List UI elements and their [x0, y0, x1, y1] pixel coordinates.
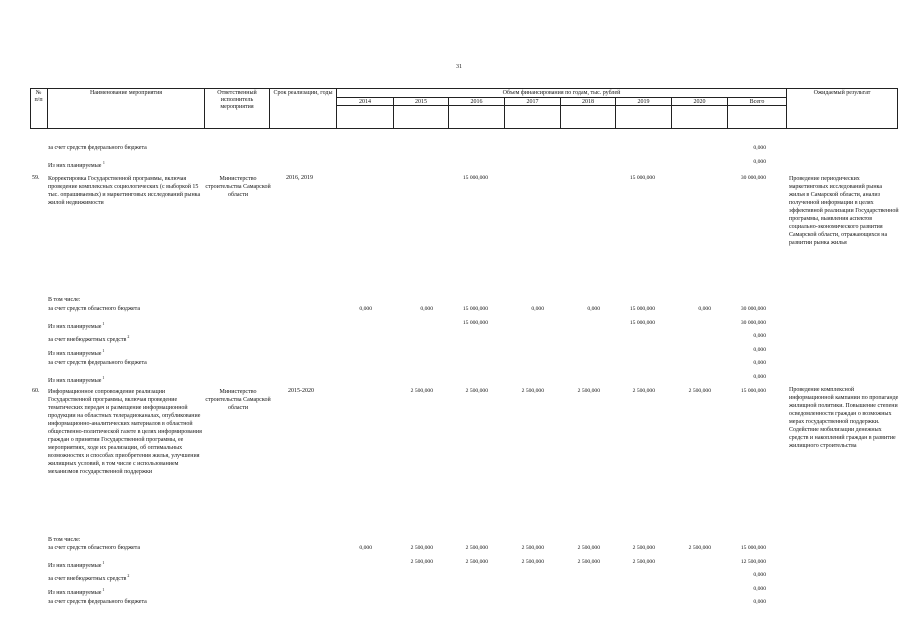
item59-value-2020: 0,000 — [698, 306, 711, 312]
funding-row-label: Из них планируемые $^1$ — [48, 586, 105, 596]
row-total: 0,000 — [753, 145, 766, 151]
item-result: Проведение периодических маркетинговых исследований рынка жилья в Самарской области, анализ полученной информации в целях эффективной реализации Государственной программы, выявления аспектов социально-экономического развития Самарской области, отражающихся на развитии рынка жилья — [789, 176, 899, 246]
item59-value-total: 0,000 — [753, 333, 766, 340]
header-no: № п/п — [34, 90, 43, 103]
item60-value-total: 15 000,000 — [740, 388, 766, 394]
year-2015: 2015 — [415, 99, 427, 105]
item-result: Проведение комплексной информационной кампании по пропаганде жилищной политики. Повышение степени осведомленности граждан о возможных мерах государственной поддержки. Содействие мобилизации денежных средств и накоплений граждан в развитие жилищного строительства — [789, 387, 899, 449]
item59-value-total: 0,000 — [753, 346, 766, 353]
item59-value-total: 0,000 — [753, 360, 766, 367]
year-2020: 2020 — [693, 99, 706, 105]
item60-value-total: 0,000 — [753, 572, 766, 579]
funding-row-label: за счет средств областного бюджета — [48, 306, 141, 312]
item60-value-2020: 2 500,000 — [688, 545, 711, 551]
item60-value-2017: 2 500,000 — [521, 558, 544, 565]
item59-value-total: 0,000 — [753, 374, 766, 380]
item60-value-2019: 2 500,000 — [632, 558, 655, 565]
funding-row-label: Из них планируемые $^1$ — [48, 559, 105, 569]
funding-row-label: Из них планируемые $^1$ — [48, 375, 105, 384]
item60-value-2014: 0,000 — [359, 545, 372, 551]
header-result: Ожидаемый результат — [813, 90, 871, 96]
funding-row-label: Из них планируемые $^1$ — [48, 320, 105, 330]
header-responsible: Ответственный исполнитель мероприятия — [217, 90, 257, 110]
item60-value-2020: 2 500,000 — [688, 388, 711, 394]
item60-value-total: 15 000,000 — [740, 545, 766, 551]
item59-value-2014: 0,000 — [359, 306, 372, 312]
header-period: Срок реализации, годы — [273, 90, 333, 96]
funding-row-label: Из них планируемые $^1$ — [48, 347, 105, 357]
item60-value-2016: 2 500,000 — [465, 545, 488, 551]
item-period: 2015-2020 — [288, 388, 314, 394]
item-responsible: Министерство строительства Самарской области — [205, 389, 271, 411]
item-number: 60. — [32, 388, 40, 394]
item60-value-2015: 2 500,000 — [410, 558, 433, 565]
item-number: 59. — [32, 175, 40, 181]
item60-value-2017: 2 500,000 — [521, 388, 544, 394]
row-label: за счет средств федерального бюджета — [48, 145, 147, 151]
year-2014: 2014 — [359, 99, 371, 105]
value-2019: 15 000,000 — [629, 175, 655, 181]
funding-row-label: за счет средств федерального бюджета — [48, 599, 147, 606]
item60-value-2018: 2 500,000 — [577, 388, 600, 394]
item59-value-2015: 0,000 — [420, 306, 433, 312]
item60-value-total: 0,000 — [753, 599, 766, 606]
including-label: В том числе: — [48, 537, 81, 543]
year-2017: 2017 — [526, 99, 539, 105]
item-name: Корректировка Государственной программы, включая проведение комплексных социологических (с выборкой 15 тыс. опрашиваемых) и маркетинговых исследований рынка жилой недвижимости — [48, 176, 201, 206]
including-label: В том числе: — [48, 297, 81, 303]
item60-value-2016: 2 500,000 — [465, 558, 488, 565]
item59-value-2018: 0,000 — [587, 306, 600, 312]
item60-value-2018: 2 500,000 — [577, 545, 600, 551]
item60-value-2018: 2 500,000 — [577, 558, 600, 565]
item59-value-total: 30 000,000 — [740, 319, 766, 326]
funding-row-label: за счет средств областного бюджета — [48, 545, 141, 551]
year-2019: 2019 — [637, 99, 650, 105]
item59-value-2016: 15 000,000 — [462, 306, 488, 312]
table-header — [30, 88, 898, 129]
year-2018: 2018 — [582, 99, 594, 105]
row-label: Из них планируемые $^1$ — [48, 160, 105, 169]
item59-value-total: 30 000,000 — [740, 306, 766, 312]
funding-row-label: за счет внебюджетных средств $^2$ — [48, 573, 130, 583]
value-2016: 15 000,000 — [462, 175, 488, 181]
item60-value-2019: 2 500,000 — [632, 388, 655, 394]
row-total: 0,000 — [753, 159, 766, 165]
header-financing: Объем финансирования по годам, тыс. рублей — [502, 90, 621, 96]
page-number: 31 — [456, 64, 462, 70]
item60-value-2017: 2 500,000 — [521, 545, 544, 551]
item-name: Информационное сопровождение реализации Государственной программы, включая проведение тематических передач и размещение информационной продукции на областных телерадиоканалах, опубликование информационно-аналитических материалов в областной общественно-политической газете в целях информирования граждан о принятии Государственной программы, ее мероприятиях, ходе их реализации, об оптимальных возможностях и способах приобретения жилья, улучшения жилищных условий, в том числе с использованием механизмов государственной поддержки — [48, 389, 202, 475]
item59-value-2016: 15 000,000 — [462, 319, 488, 326]
item-period: 2016, 2019 — [286, 175, 313, 181]
item60-value-2015: 2 500,000 — [410, 545, 433, 551]
item59-value-2017: 0,000 — [531, 306, 544, 312]
funding-row-label: за счет средств федерального бюджета — [48, 360, 147, 367]
funding-row-label: за счет внебюджетных средств $^2$ — [48, 334, 130, 344]
item-responsible: Министерство строительства Самарской области — [205, 176, 271, 198]
item60-value-total: 0,000 — [753, 585, 766, 592]
value-total: 30 000,000 — [740, 175, 766, 181]
year-2016: 2016 — [470, 99, 483, 105]
item60-value-2015: 2 500,000 — [410, 388, 433, 394]
header-name: Наименование мероприятия — [89, 90, 163, 96]
year-total: Всего — [749, 99, 765, 105]
item60-value-2019: 2 500,000 — [632, 545, 655, 551]
item59-value-2019: 15 000,000 — [629, 319, 655, 326]
item60-value-2016: 2 500,000 — [465, 388, 488, 394]
item59-value-2019: 15 000,000 — [629, 306, 655, 312]
item60-value-total: 12 500,000 — [740, 558, 766, 565]
